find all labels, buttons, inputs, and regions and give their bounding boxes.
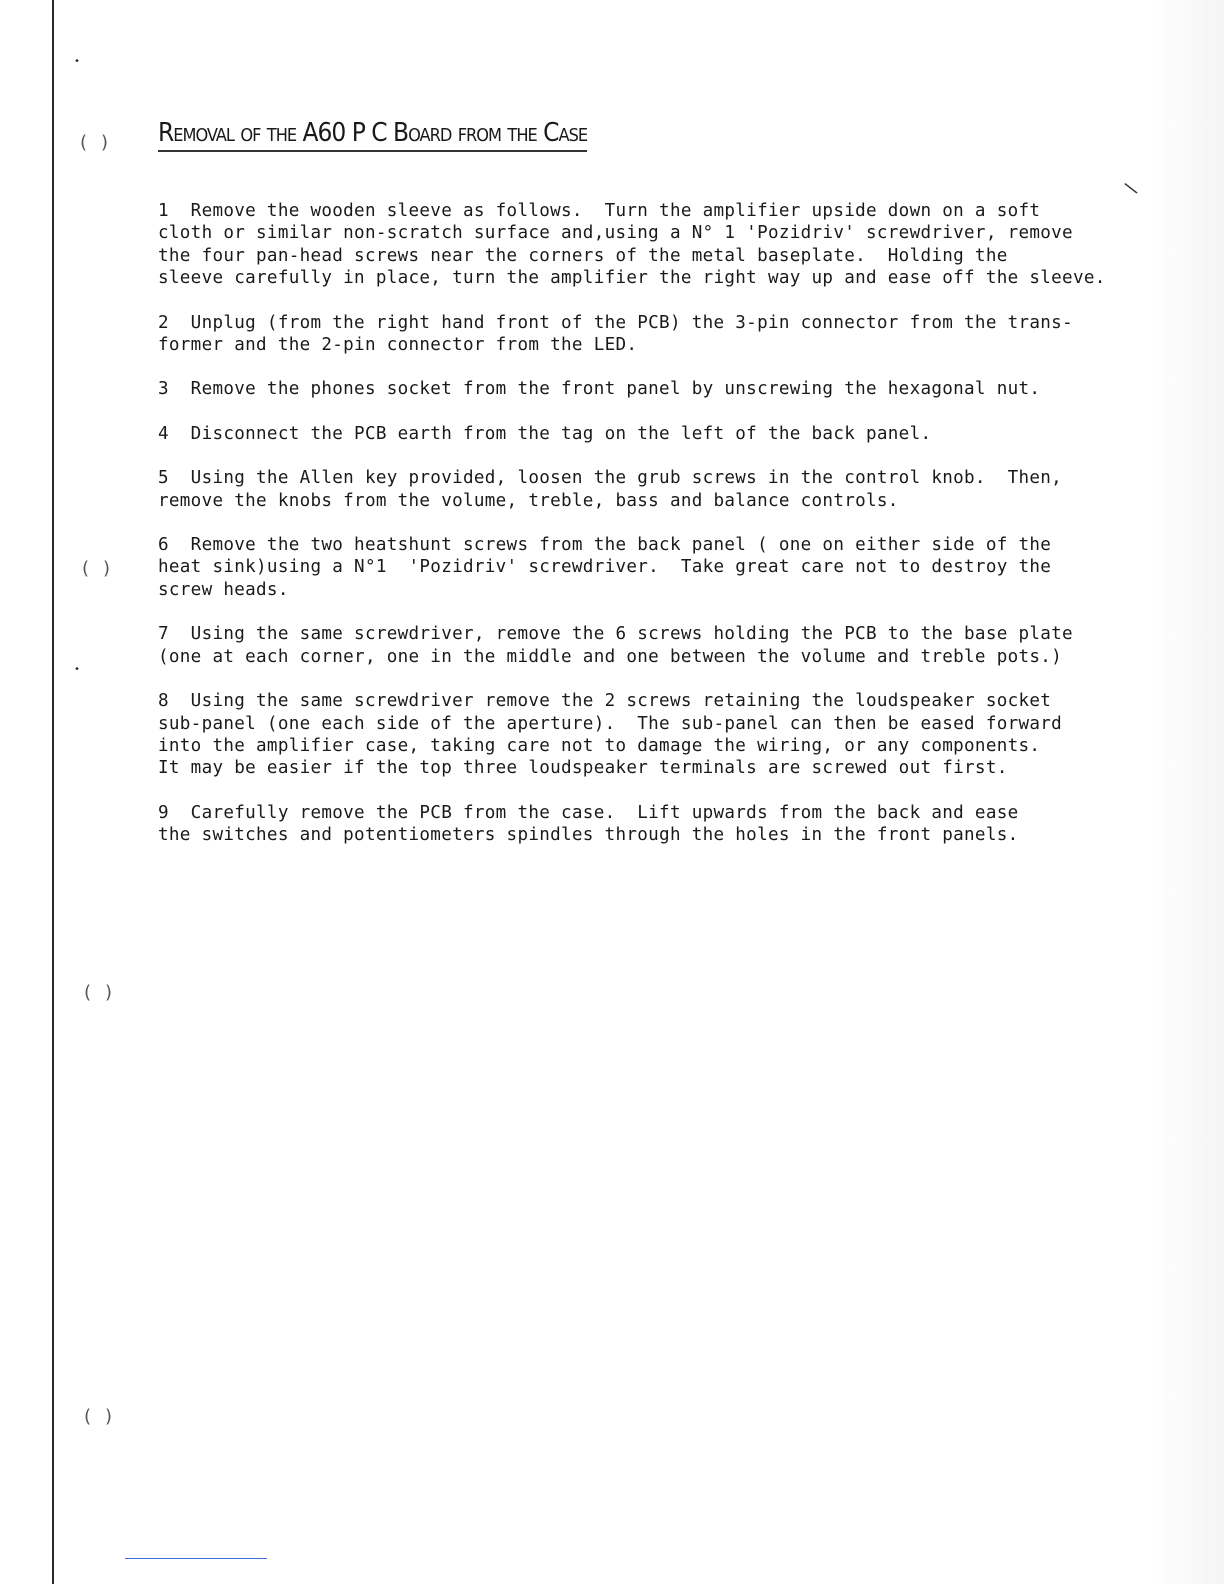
instruction-step-4: 4 Disconnect the PCB earth from the tag on the left of the back panel.	[158, 423, 932, 444]
punch-hole-mark: ()	[82, 558, 125, 579]
footer-line	[125, 1558, 267, 1559]
instruction-step-6: 6 Remove the two heatshunt screws from the back panel ( one on either side of the heat sink)using a N°1 'Pozidriv' screwdriver. Take great care not to destroy the screw heads.	[158, 535, 1052, 600]
punch-hole-mark: ()	[84, 982, 127, 1003]
instruction-step-9: 9 Carefully remove the PCB from the case. Lift upwards from the back and ease the switches and potentiometers spindles through the holes in the front panels.	[158, 802, 1019, 846]
binding-edge-line	[52, 0, 54, 1584]
page-title: Removal of the A60 P C Board from the Case	[158, 118, 587, 152]
instruction-list	[158, 200, 1148, 869]
scan-dot: •	[74, 664, 80, 675]
instruction-step-1: 1 Remove the wooden sleeve as follows. Turn the amplifier upside down on a soft cloth or similar non-scratch surface and,using a N° 1 'Pozidriv' screwdriver, remove the four pan-head screws near the corners of the metal baseplate. Holding the sleeve carefully in place, turn the amplifier the right way up and ease off the sleeve.	[158, 201, 1106, 289]
scan-dot: •	[74, 56, 80, 67]
instruction-step-8: 8 Using the same screwdriver remove the 2 screws retaining the loudspeaker socket sub-panel (one each side of the aperture). The sub-panel can then be eased forward into the amplifier case, taking care not to damage the wiring, or any components. It may be easier if the top three loudspeaker terminals are screwed out first.	[158, 691, 1063, 779]
instruction-step-5: 5 Using the Allen key provided, loosen the grub screws in the control knob. Then, remove the knobs from the volume, treble, bass and balance controls.	[158, 468, 1063, 511]
punch-hole-mark: ()	[80, 132, 123, 153]
instruction-step-7: 7 Using the same screwdriver, remove the 6 screws holding the PCB to the base plate (one at each corner, one in the middle and one between the volume and treble pots.)	[158, 624, 1073, 667]
instruction-step-3: 3 Remove the phones socket from the front panel by unscrewing the hexagonal nut.	[158, 379, 1041, 400]
scan-tick-mark: \	[1122, 178, 1140, 199]
punch-hole-mark: ()	[84, 1406, 127, 1427]
instruction-step-2: 2 Unplug (from the right hand front of the PCB) the 3-pin connector from the trans- former and the 2-pin connector from the LED.	[158, 312, 1073, 356]
page-edge-shadow	[1150, 0, 1224, 1584]
